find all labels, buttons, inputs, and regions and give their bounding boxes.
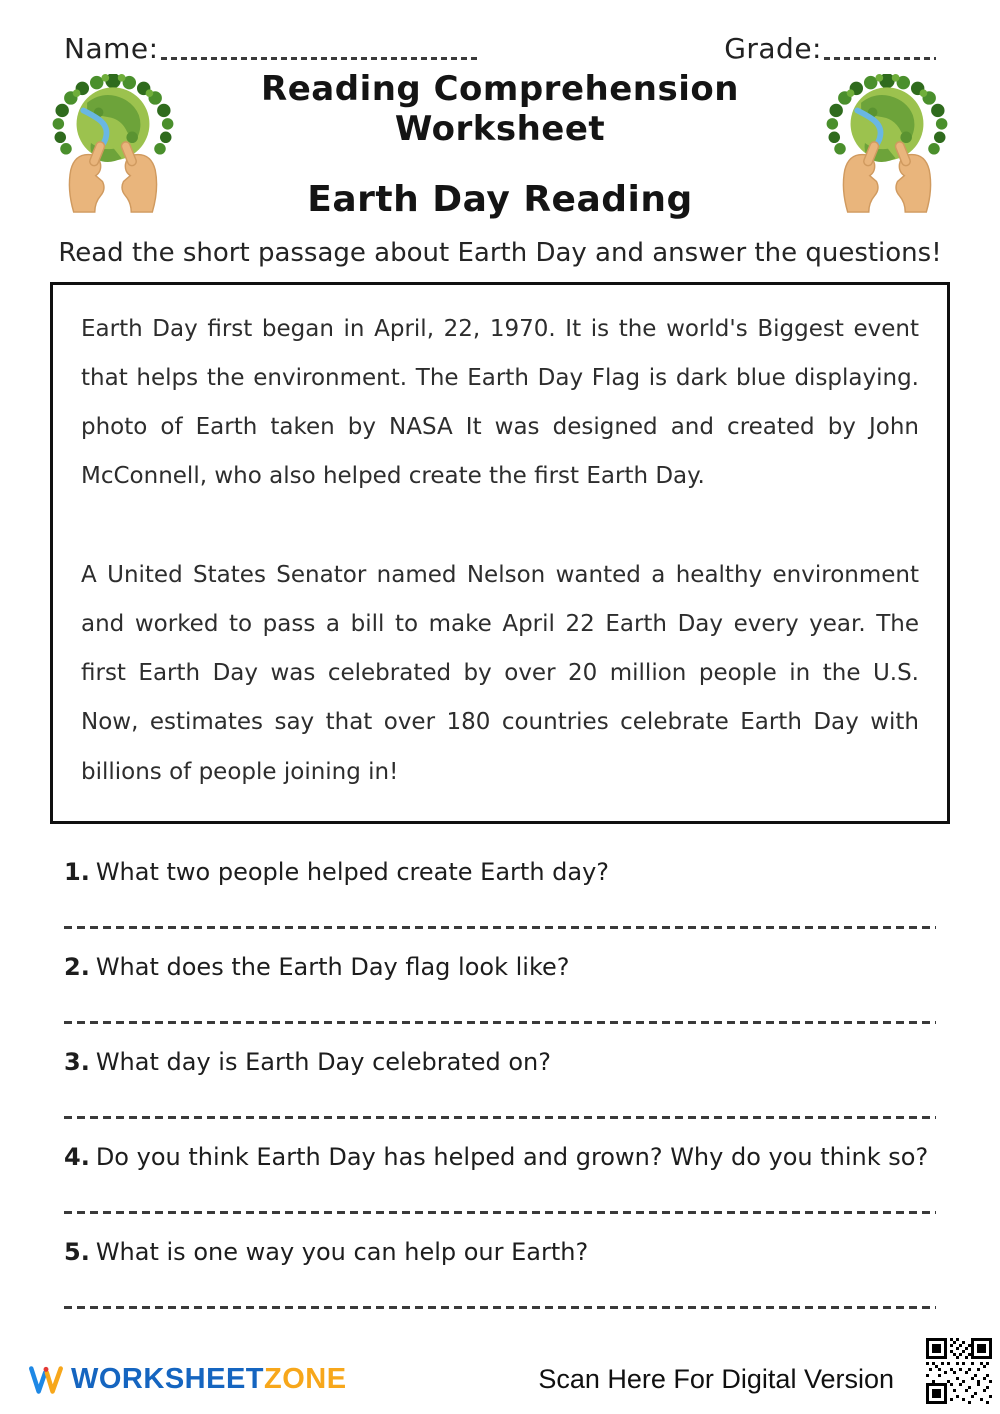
worksheetzone-logo: [28, 1363, 347, 1396]
question-block-3: [64, 1048, 936, 1119]
question-2: [64, 953, 936, 981]
question-1-number: 1.: [64, 857, 90, 886]
question-4: [64, 1143, 936, 1171]
earth-in-hands-icon: [824, 74, 950, 214]
question-1-text: What two people helped create Earth day?: [95, 857, 610, 886]
header: [50, 34, 950, 65]
qr-code: [926, 1338, 992, 1404]
scan-instruction: Scan Here For Digital Version: [538, 1364, 894, 1394]
name-input-line[interactable]: [161, 57, 479, 60]
answer-line-5[interactable]: [64, 1306, 936, 1309]
question-5-text: What is one way you can help our Earth?: [95, 1237, 589, 1266]
question-1: [64, 858, 936, 886]
question-block-4: [64, 1143, 936, 1214]
earth-in-hands-icon: [50, 74, 176, 214]
brand-worksheet: WORKSHEET: [71, 1363, 264, 1395]
questions-section: [50, 858, 950, 1309]
question-block-2: [64, 953, 936, 1024]
grade-field: [724, 34, 936, 65]
answer-line-1[interactable]: [64, 926, 936, 929]
question-5-number: 5.: [64, 1237, 90, 1266]
question-3-number: 3.: [64, 1047, 90, 1076]
instruction-text: Read the short passage about Earth Day and answer the questions!: [58, 237, 942, 268]
grade-label: Grade:: [724, 32, 822, 65]
question-4-text: Do you think Earth Day has helped and grown? Why do you think so?: [95, 1142, 929, 1171]
passage-paragraph-2: A United States Senator named Nelson wanted a healthy environment and worked to pass a bill to make April 22 Earth Day every year. The first Earth Day was celebrated by over 20 million people in the U.S. Now, estimates say that over 180 countries celebrate Earth Day with billions of people joining in!: [81, 561, 919, 785]
passage-box: [50, 282, 950, 824]
worksheetzone-logo-icon: [28, 1365, 64, 1395]
brand-name: [71, 1363, 347, 1396]
footer: [28, 1363, 894, 1396]
question-2-number: 2.: [64, 952, 90, 981]
grade-input-line[interactable]: [824, 57, 936, 60]
question-4-number: 4.: [64, 1142, 90, 1171]
question-2-text: What does the Earth Day flag look like?: [95, 952, 570, 981]
passage-paragraph-1: Earth Day first began in April, 22, 1970. It is the world's Biggest event that helps the environment. The Earth Day Flag is dark blue displaying. photo of Earth taken by NASA It was designed and created by John McConnell, who also helped create the first Earth Day.: [81, 315, 919, 490]
answer-line-3[interactable]: [64, 1116, 936, 1119]
question-block-5: [64, 1238, 936, 1309]
title-block: [50, 69, 950, 220]
page-subtitle: Earth Day Reading: [307, 178, 693, 220]
brand-zone: ZONE: [264, 1363, 347, 1395]
answer-line-4[interactable]: [64, 1211, 936, 1214]
answer-line-2[interactable]: [64, 1021, 936, 1024]
page-title: Reading Comprehension Worksheet: [261, 68, 739, 149]
titles: [176, 69, 824, 220]
question-5: [64, 1238, 936, 1266]
question-3: [64, 1048, 936, 1076]
question-3-text: What day is Earth Day celebrated on?: [95, 1047, 551, 1076]
question-block-1: [64, 858, 936, 929]
name-label: Name:: [64, 32, 159, 65]
name-field: [64, 34, 479, 65]
